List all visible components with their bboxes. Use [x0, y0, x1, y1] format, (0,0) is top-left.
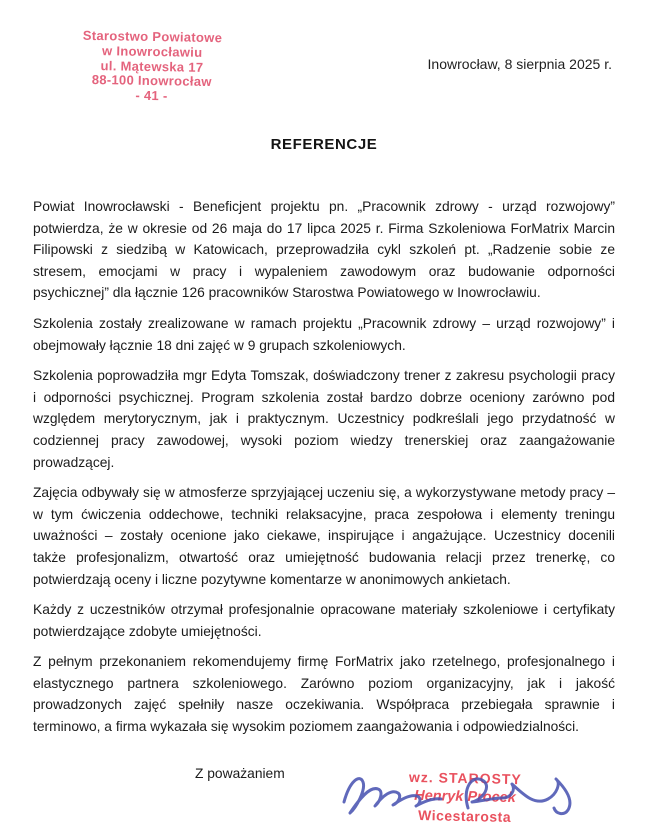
letter-body	[33, 196, 615, 781]
paragraph-recommendation: Z pełnym przekonaniem rekomendujemy firmę ForMatrix jako rzetelnego, profesjonalnego i elastycznego partnera szkoleniowego. Zarówno poziom organizacyjny, jak i jakość prowadzonych zajęć spełniły nasze oczekiwania. Współpraca przebiegała sprawnie i terminowo, a firma wykazała się wysokim poziomem zaangażowania i odpowiedzialności.	[33, 654, 615, 735]
stamp-line-office: Starostwo Powiatowe	[82, 27, 223, 46]
date-location-line: Inowrocław, 8 sierpnia 2025 r.	[427, 56, 612, 72]
paragraph-training-scope: Szkolenia zostały zrealizowane w ramach projektu „Pracownik zdrowy – urząd rozwojowy” i obejmowały łącznie 18 dni zajęć w 9 grupach szkoleniowych.	[33, 315, 615, 353]
signatory-stamp	[369, 766, 560, 827]
paragraph-materials-certificates: Każdy z uczestników otrzymał profesjonalnie opracowane materiały szkoleniowe i certyfikaty potwierdzające zdobyte umiejętności.	[33, 602, 615, 639]
stamp-line-street: ul. Mątewska 17	[100, 57, 204, 75]
stamp-line-postal: 88-100 Inowrocław	[91, 72, 212, 90]
paragraph-project-confirmation: Powiat Inowrocławski - Beneficjent projektu pn. „Pracownik zdrowy - urząd rozwojowy” potwierdza, że w okresie od 26 maja do 17 lipca 2025 r. Firma Szkoleniowa ForMatrix Marcin Filipowski z siedzibą w Katowicach, przeprowadziła cykl szkoleń pt. „Radzenie sobie ze stresem, emocjami w pracy i wypaleniem zawodowym oraz budowanie odporności psychicznej” dla łącznie 126 pracowników Starostwa Powiatowego w Inowrocławiu.	[33, 199, 615, 301]
paragraph-methods-feedback: Zajęcia odbywały się w atmosferze sprzyjającej uczeniu się, a wykorzystywane metody pracy – w tym ćwiczenia oddechowe, techniki relaksacyjne, praca zespołowa i elementy treningu uważności – zostały ocenione jako ciekawe, inspirujące i angażujące. Uczestnicy docenili także profesjonalizm, otwartość oraz umiejętność budowania relacji przez trenerkę, co potwierdzają oceny i liczne pozytywne komentarze w anonimowych ankietach.	[33, 485, 615, 587]
paragraph-trainer-evaluation: Szkolenia poprowadziła mgr Edyta Tomszak, doświadczony trener z zakresu psychologii pracy i odporności psychicznej. Program szkolenia został bardzo dobrze oceniony zarówno pod względem merytorycznym, jak i praktycznym. Uczestnicy podkreślali jego przydatność w codziennej pracy zawodowej, wysoki poziom wiedzy trenerskiej oraz zaangażowanie prowadzącej.	[33, 368, 615, 470]
stamp-line-city: w Inowrocławiu	[102, 42, 203, 60]
sender-address-stamp	[51, 28, 252, 105]
signature-block	[330, 766, 620, 836]
signatory-name: Henryk Procek	[414, 787, 516, 807]
document-title: REFERENCJE	[270, 136, 378, 153]
closing-salutation: Z poważaniem	[195, 765, 285, 781]
signatory-role-prefix: wz. STAROSTY	[408, 768, 522, 788]
stamp-line-number: - 41 -	[135, 87, 168, 104]
signatory-title: Wicestarosta	[417, 807, 512, 825]
